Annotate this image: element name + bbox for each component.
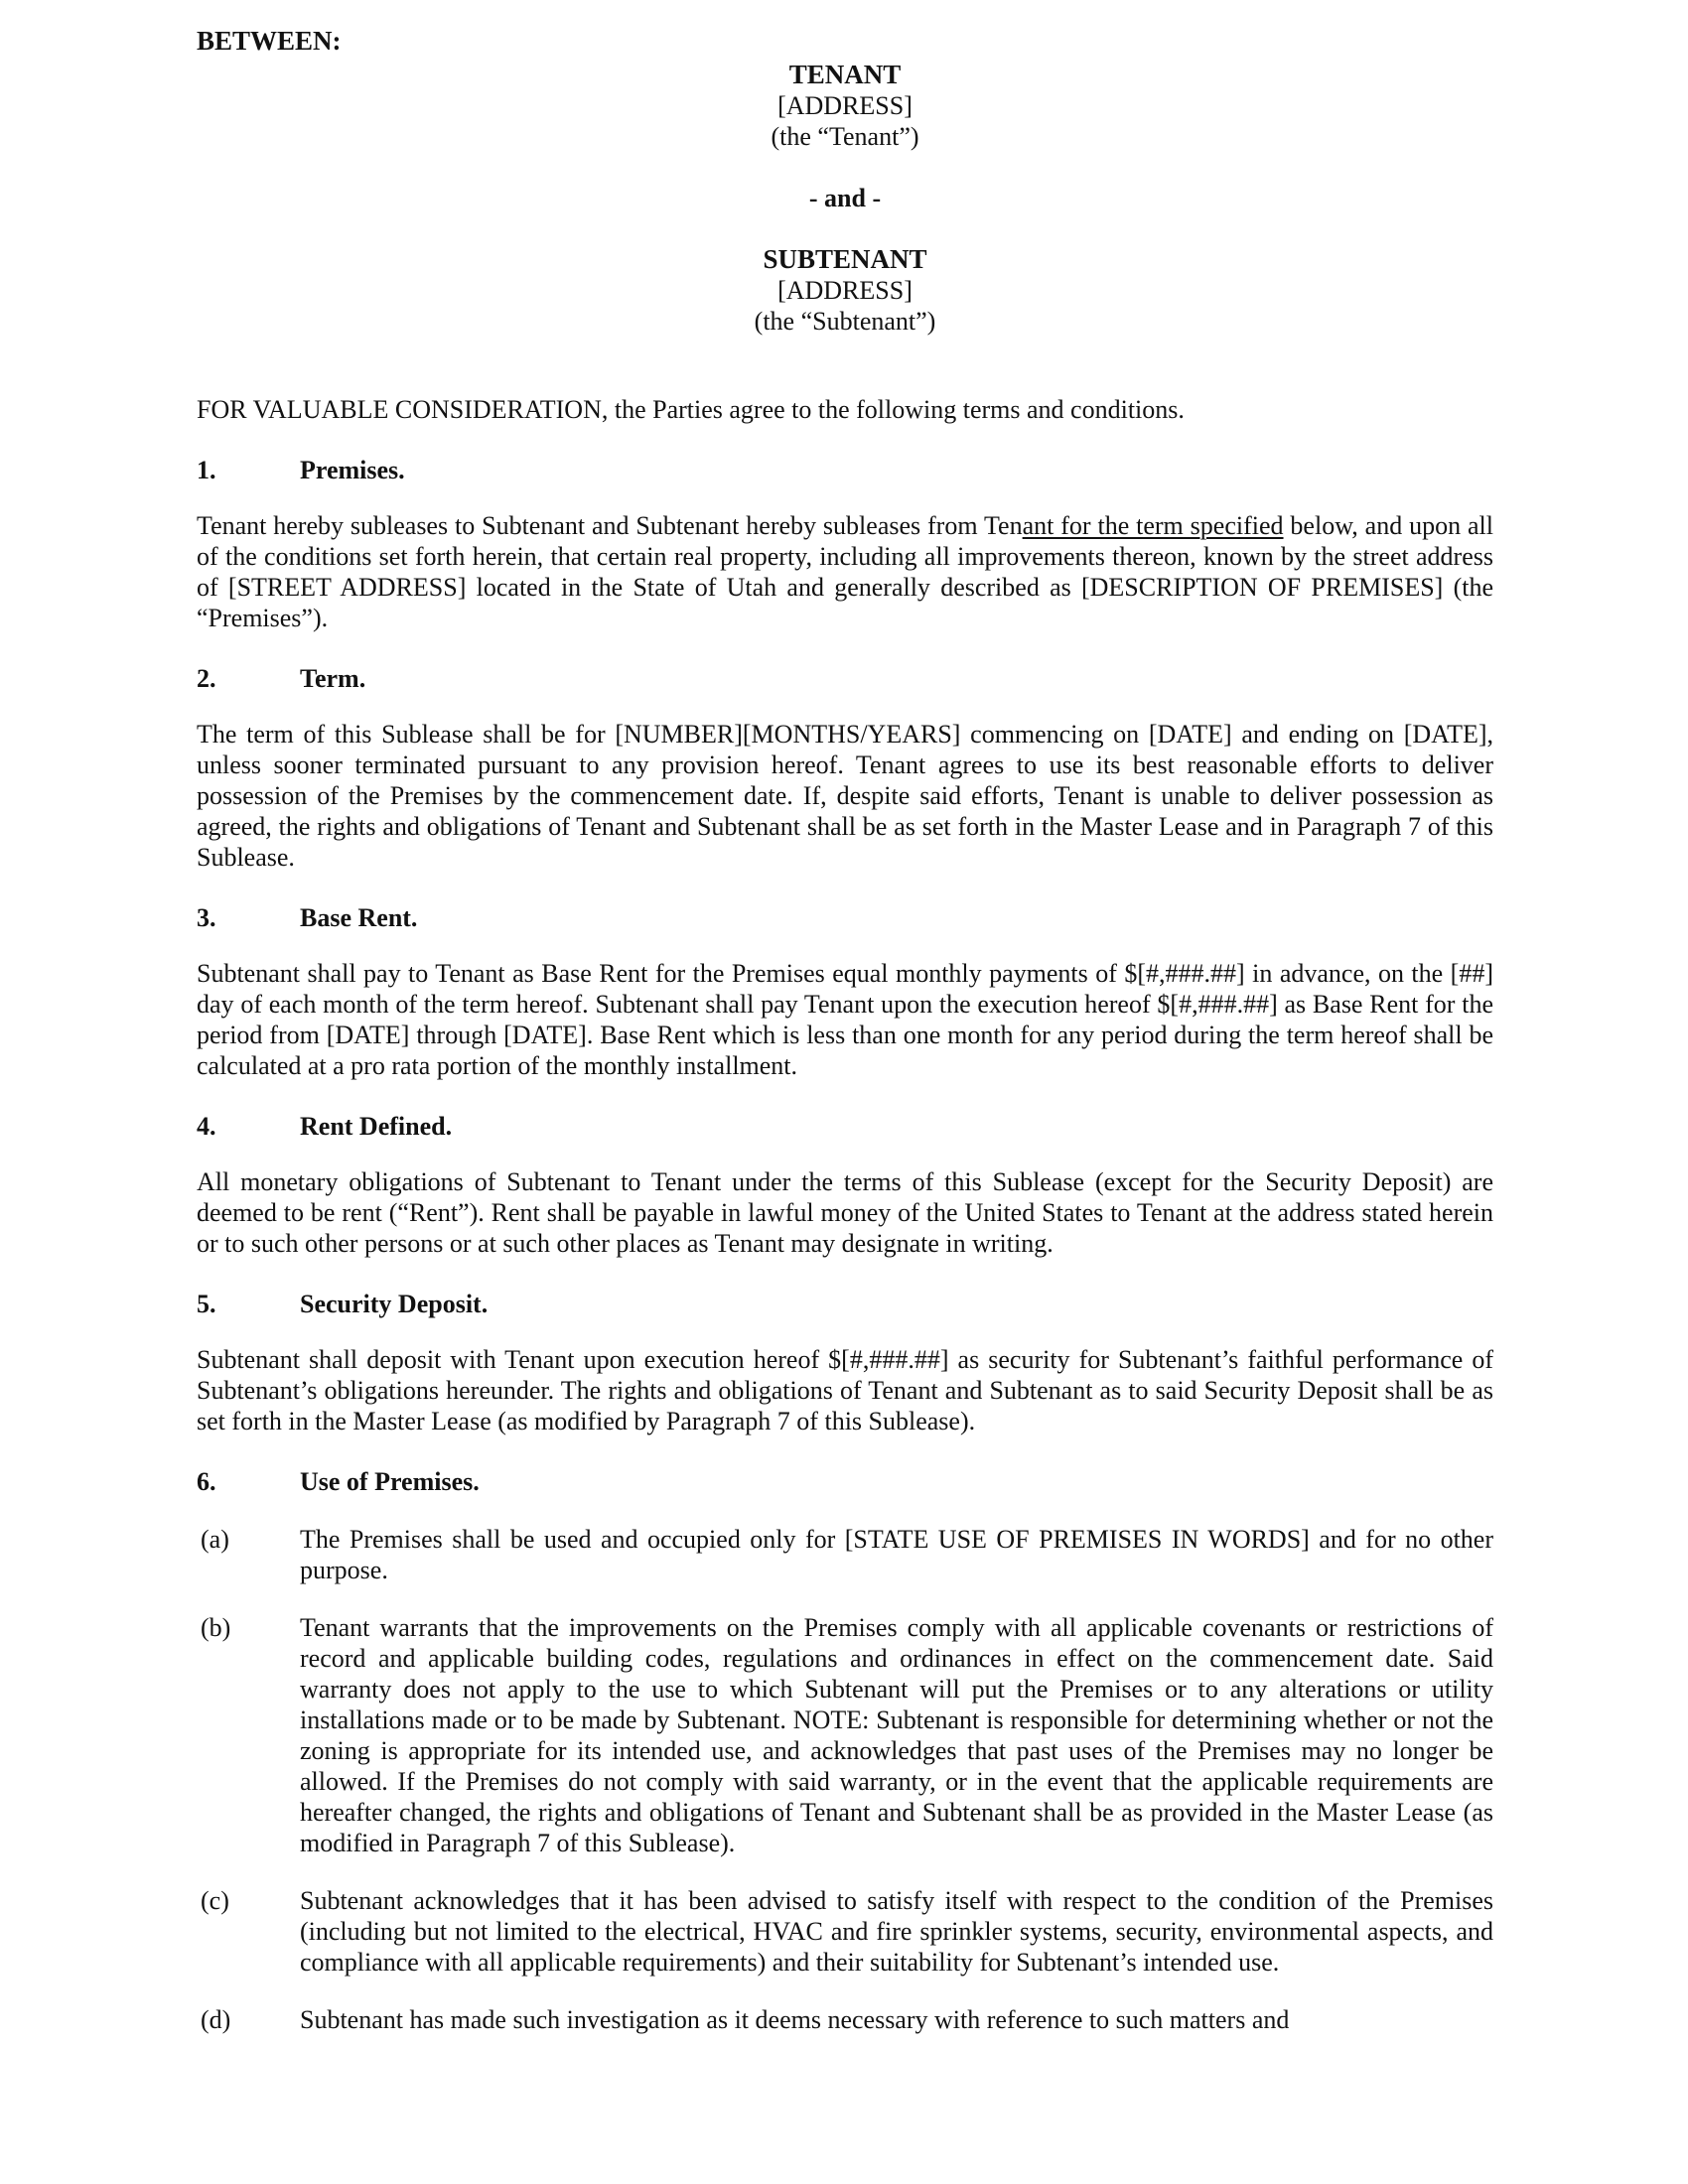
section-5-heading bbox=[197, 1289, 1493, 1319]
item-c-text: Subtenant acknowledges that it has been advised to satisfy itself with respect to the condition of the Premises (including but not limited to the electrical, HVAC and fire sprinkler systems, security, environmental aspects, and compliance with all applicable requirements) and their suitability for Subtenant’s intended use. bbox=[300, 1886, 1493, 1977]
subtenant-name: SUBTENANT bbox=[763, 244, 927, 274]
section-6-item-a bbox=[197, 1524, 1493, 1585]
section-1-body-pre: Tenant hereby subleases to Subtenant and Subtenant hereby subleases from Ten bbox=[197, 511, 1023, 540]
item-b-text: Tenant warrants that the improvements on the Premises comply with all applicable covenants or restrictions of record and applicable building codes, regulations and ordinances in effect on the commencement date. Said warranty does not apply to the use to which Subtenant will put the Premises or to any alterations or utility installations made or to be made by Subtenant. NOTE: Subtenant is responsible for determining whether or not the zoning is appropriate for its intended use, and acknowledges that past uses of the Premises may no longer be allowed. If the Premises do not comply with said warranty, or in the event that the applicable requirements are hereafter changed, the rights and obligations of Tenant and Subtenant shall be as provided in the Master Lease (as modified in Paragraph 7 of this Sublease). bbox=[300, 1613, 1493, 1857]
section-3-body: Subtenant shall pay to Tenant as Base Rent for the Premises equal monthly payments of $[#,###.##] in advance, on the [##] day of each month of the term hereof. Subtenant shall pay Tenant upon the execution hereof $[#,###.##] as Base Rent for the period from [DATE] through [DATE]. Base Rent which is less than one month for any period during the term hereof shall be calculated at a pro rata portion of the monthly installment. bbox=[197, 959, 1493, 1080]
section-1-title: Premises. bbox=[300, 456, 405, 484]
spacer bbox=[197, 152, 1493, 183]
section-6-heading bbox=[197, 1466, 1493, 1497]
spacer bbox=[197, 213, 1493, 244]
section-4-title: Rent Defined. bbox=[300, 1112, 453, 1141]
item-a-text: The Premises shall be used and occupied only for [STATE USE OF PREMISES IN WORDS] and for no other purpose. bbox=[300, 1525, 1493, 1584]
section-6-item-d bbox=[197, 2004, 1493, 2035]
tenant-alias: (the “Tenant”) bbox=[771, 122, 919, 151]
parties-block bbox=[197, 60, 1493, 337]
item-c-label: (c) bbox=[201, 1886, 229, 1915]
section-4-body: All monetary obligations of Subtenant to Tenant under the terms of this Sublease (except for the Security Deposit) are deemed to be rent (“Rent”). Rent shall be payable in lawful money of the United States to Tenant at the address stated herein or to such other persons or at such other places as Tenant may designate in writing. bbox=[197, 1167, 1493, 1258]
section-1-heading bbox=[197, 455, 1493, 485]
section-2-body: The term of this Sublease shall be for [NUMBER][MONTHS/YEARS] commencing on [DATE] and ending on [DATE], unless sooner terminated pursuant to any provision hereof. Tenant agrees to use its best reasonable efforts to deliver possession of the Premises by the commencement date. If, despite said efforts, Tenant is unable to deliver possession as agreed, the rights and obligations of Tenant and Subtenant shall be as set forth in the Master Lease and in Paragraph 7 of this Sublease. bbox=[197, 720, 1493, 872]
section-1-underlined-phrase: ant for the term specified bbox=[1022, 511, 1284, 540]
section-2-number: 2. bbox=[197, 664, 216, 693]
section-1-body bbox=[197, 510, 1493, 633]
section-6-number: 6. bbox=[197, 1467, 216, 1496]
item-d-label: (d) bbox=[201, 2005, 231, 2034]
and-separator: - and - bbox=[808, 184, 882, 212]
section-4-number: 4. bbox=[197, 1112, 216, 1141]
section-5-body: Subtenant shall deposit with Tenant upon execution hereof $[#,###.##] as security for Subtenant’s faithful performance of Subtenant’s obligations hereunder. The rights and obligations of Tenant and Subtenant as to said Security Deposit shall be as set forth in the Master Lease (as modified by Paragraph 7 of this Sublease). bbox=[197, 1345, 1493, 1435]
section-5-title: Security Deposit. bbox=[300, 1290, 489, 1318]
tenant-address: [ADDRESS] bbox=[777, 91, 913, 120]
section-3-number: 3. bbox=[197, 903, 216, 932]
item-a-label: (a) bbox=[201, 1525, 229, 1554]
section-3-title: Base Rent. bbox=[300, 903, 418, 932]
section-5-number: 5. bbox=[197, 1290, 216, 1318]
preamble: FOR VALUABLE CONSIDERATION, the Parties agree to the following terms and conditions. bbox=[197, 395, 1185, 424]
item-b-label: (b) bbox=[201, 1613, 231, 1642]
section-4-heading bbox=[197, 1111, 1493, 1142]
section-1-body-post: below, and upon all of the conditions set forth herein, that certain real property, including all improvements thereon, known by the street address of [STREET ADDRESS] located in the State of Utah and generally described as [DESCRIPTION OF PREMISES] (the “Premises”). bbox=[197, 511, 1493, 632]
section-3-heading bbox=[197, 902, 1493, 933]
subtenant-address: [ADDRESS] bbox=[777, 276, 913, 305]
section-2-heading bbox=[197, 663, 1493, 694]
section-6-item-c bbox=[197, 1885, 1493, 1978]
between-label: BETWEEN: bbox=[197, 26, 342, 56]
section-1-number: 1. bbox=[197, 456, 216, 484]
tenant-name: TENANT bbox=[788, 60, 902, 89]
section-6-item-b bbox=[197, 1612, 1493, 1858]
section-6-title: Use of Premises. bbox=[300, 1467, 480, 1496]
item-d-text: Subtenant has made such investigation as it deems necessary with reference to such matters and bbox=[300, 2005, 1290, 2034]
section-2-title: Term. bbox=[300, 664, 366, 693]
subtenant-alias: (the “Subtenant”) bbox=[754, 307, 936, 336]
